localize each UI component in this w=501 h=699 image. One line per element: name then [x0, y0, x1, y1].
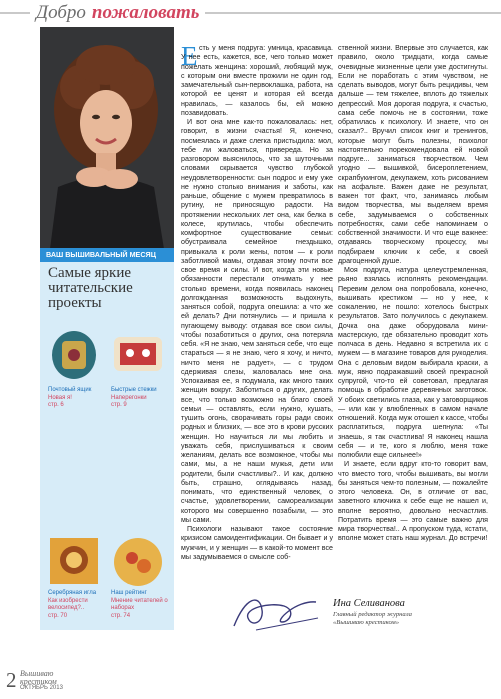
project-item-mailbox[interactable] [48, 387, 108, 410]
article-paragraph: сть у меня подруга: умница, красавица. У нее есть, кажется, все, чего только может пожелать женщина: хороший, любящий муж, с которым они вместе прожили не один год, замечательный сын-первоклашка, работа, на которой ее ценят и которая ей всегда нравилась, — казалось бы, ей можно позавидовать. [181, 44, 333, 117]
page-number: 2 [6, 668, 17, 692]
magazine-logo-line-1: Вышиваю [20, 669, 54, 678]
project-image-mailbox [46, 325, 102, 383]
article-dropcap: Е [181, 41, 198, 71]
issue-date: ОКТЯБРЬ 2013 [20, 685, 63, 691]
magazine-logo-line-2: крестиком [20, 677, 57, 686]
project-item-silver-needle[interactable] [48, 590, 108, 620]
project-subtitle: Наперегонки [111, 394, 147, 401]
signature-role: Главный редактор журнала [333, 611, 412, 618]
project-page: стр. 74 [111, 612, 131, 619]
project-image-silver-needle [46, 532, 102, 590]
project-title: Почтовый ящик [48, 387, 92, 393]
project-item-quick-stitches[interactable] [111, 387, 171, 410]
sidebar-title [48, 266, 172, 311]
project-title: Наш рейтинг [111, 590, 147, 596]
article-paragraph: И знаете, если вдруг кто-то говорит вам, что вместо того, чтобы вышивать, вы могли бы заняться чем-то полезным, — пожалейте этого человека. Он, в отличие от вас, заветного ключика к себе еще не нашел и, вполне вероятно, довольно несчастлив. Потратить время — это самые важно для мира творчества!.. А пропуском туда, кстати, вполне может стать наш журнал. До встречи! [338, 460, 488, 543]
magazine-logo [20, 670, 57, 686]
signature-name: Ина Селиванова [333, 598, 405, 609]
project-page: стр. 6 [48, 402, 64, 408]
sidebar-title-line-1: Самые яркие [48, 265, 132, 281]
sidebar-title-line-3: проекты [48, 295, 102, 311]
project-page: стр. 9 [111, 402, 127, 408]
article-paragraph: И вот она мне как-то пожаловалась: нет, говорит, в жизни счастья! Я, конечно, посмеялась и даже слегка пристыдила: мол, тебе ли жаловаться, привереда. Но за разговором выяснилось, что за шуточными словами скрывается чувство глубокой неудовлетворенности: сын подрос и ему уже не нужно столько внимания и заботы, как раньше, общение с мужем превратилось в рутину, не приносящую радости. На протяжении нескольких лет она, как белка в колесе, крутилась, чтобы обеспечить комфортное существование семьи: обустраивала семейное гнездышко, привыкала к роли жены, потом — к роли заботливой мамы, отдавая этому почти все свое время и силы. И вот, когда эти новые обязанности перестали отнимать у нее столько времени, когда появилась наконец долгожданная возможность выдохнуть, заняться собой, подруга опешила: а что же ей делать? Дни потянулись — и пришла к пугающему выводу: отдавая все свои силы, чтобы позаботиться о других, она потеряла себя. «Я не знаю, чем заняться себе, что еще стараться — я не знаю, чего я хочу, и ничто, ничто меня не радует», — с трудом сдерживая слезы, жаловалась мне она. Успокаивая ее, я подумала, как много таких женщин вокруг. Заботиться о других, делать все, что только возможно на благо своей семьи — оставлять, если нужно, кушать, тушить огонь, сворачивать горы ради своих родных и близких, — все это в крови русских женщин. Но научиться ли мы любить и уважать себя, прислушиваться к своим желаниям, делать все возможное, чтобы мы сами, мы, а не наши мужья, дети или родители, были счастливы?.. И как, должно быть, страшно, оглядываясь назад, понимать, что единственный человек, о счастье, удовлетворении, самореализации которого мы совершенно позабыли, — это мы сами. [181, 118, 333, 524]
project-page: стр. 70 [48, 612, 68, 619]
project-image-quick-stitches [110, 325, 166, 383]
article-paragraph: Психологи называют такое состояние кризисом самоидентификации. Он бывает и у мужчин, и у женщин — в какой-то момент все мы задумываемся о смысле соб- [181, 525, 333, 561]
project-image-rating [110, 532, 166, 590]
project-subtitle: Мнение читателей о наборах [111, 597, 168, 611]
article-paragraph: ственной жизни. Впервые это случается, как правило, около тридцати, когда самые очевидные жизненные цели уже достигнуты. Если не поработать с этим чувством, не сделать выводов, могут быть рецидивы, чем дальше — тем тяжелее, вплоть до тяжелых депрессий. Моя дорогая подруга, к счастью, сама себе помочь не в состоянии, тоже обратилась к психологу. И знаете, что он сказал?.. Вручил список книг и тренингов, которые могут быть полезны, психолог настоятельно порекомендовала ей новой подруге... заниматься творчеством. Чем угодно — вышивкой, бисероплетением, скрапбукингом, декупажем, хоть рисованием на асфальте. Важен даже не результат, важен тот факт, что, занимаясь любым видом творчества, мы выделяем время себе, задумываемся о собственных потребностях, сами себе напоминаем о собственной значимости. И что еще важнее: отдаваясь творческому процессу, мы подбираем ключик к себе, к своей драгоценной душе. [338, 44, 488, 265]
project-item-rating[interactable] [111, 590, 171, 620]
sidebar-title-line-2: читательские [48, 280, 133, 296]
sidebar-banner: ВАШ ВЫШИВАЛЬНЫЙ МЕСЯЦ [40, 248, 174, 262]
signature-magazine: «Вышиваю крестиком» [333, 619, 400, 626]
project-title: Серебряная игла [48, 590, 97, 596]
header-word-2: пожаловать [91, 2, 200, 23]
project-subtitle: Новая я! [48, 394, 72, 401]
editor-photo [40, 27, 174, 249]
article-column-1 [181, 41, 333, 562]
handwritten-signature [226, 588, 326, 643]
project-subtitle: Как изобрести велосипед?.. [48, 597, 88, 611]
header-word-1: Добро [36, 2, 86, 23]
article-column-2 [338, 44, 488, 544]
article-paragraph: Моя подруга, натура целеустремленная, рьяно взялась исполнять рекомендации. Перевим делом она попробовала, конечно, вышивать крестиком — но у нее, к сожалению, не пошло: хотелось быстрых результатов. Зато получилось с декупажем. Дочка она даже оборудовала мини-мастерскую, где обязательно проводит хоть полчаса в день. Недавно я встретила их с мужем — в магазине товаров для рукоделия. Она с деловым видом выбирала краски, а муж, явно подражавший своей прекрасной супругой, что-то ей советовал, предлагая помощь в обработке деревянных заготовок. У обоих светились глаза, как у заговорщиков — или как у влюбленных в самом начале отношений. Когда муж отошел к кассе, чтобы расплатиться, подруга шепнула: «Ты знаешь, я так счастлива! Я наконец нашла себя — и те, кого я люблю, меня тоже полюбили еще сильнее!» [338, 266, 488, 459]
page-header [30, 2, 205, 26]
project-title: Быстрые стежки [111, 387, 157, 393]
